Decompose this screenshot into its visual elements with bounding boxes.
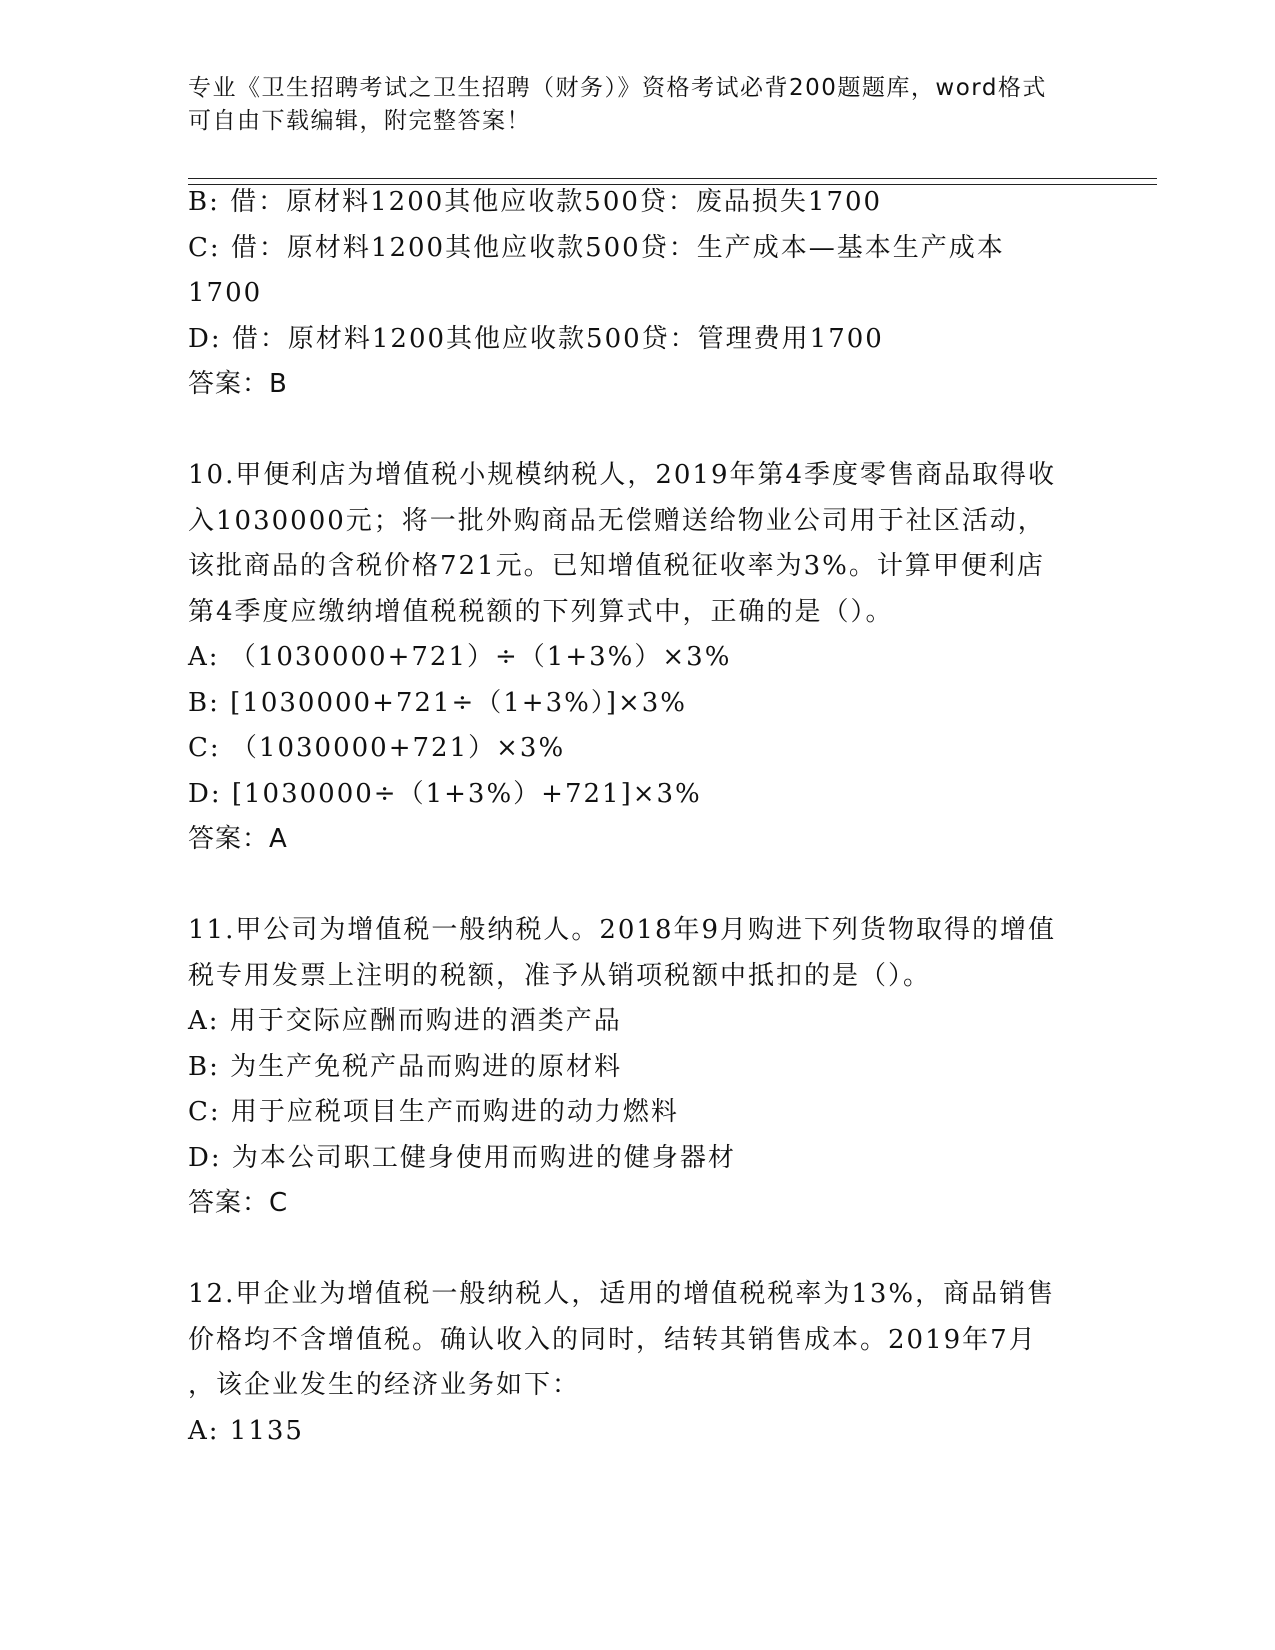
document-header	[188, 72, 1068, 138]
spacer	[188, 408, 1088, 454]
q10-option-d: D: [1030000÷（1+3%）+721]×3%	[188, 778, 702, 809]
q10-stem-line-2: 入1030000元；将一批外购商品无偿赠送给物业公司用于社区活动，	[188, 505, 1046, 536]
q10-option-b: B: [1030000+721÷（1+3%）]×3%	[188, 687, 688, 718]
question-9-tail	[188, 180, 1088, 408]
spacer	[188, 863, 1088, 909]
q9-answer: 答案：B	[188, 369, 288, 399]
spacer	[188, 1227, 1088, 1273]
question-content	[188, 180, 1088, 1454]
q9-option-c-line-1: C: 借：原材料1200其他应收款500贷：生产成本—基本生产成本	[188, 232, 1005, 263]
q9-option-d: D: 借：原材料1200其他应收款500贷：管理费用1700	[188, 323, 884, 354]
q11-stem-line-2: 税专用发票上注明的税额，准予从销项税额中抵扣的是（）。	[188, 960, 932, 991]
q11-option-a: A: 用于交际应酬而购进的酒类产品	[188, 1006, 622, 1036]
q10-stem-line-1: 10.甲便利店为增值税小规模纳税人，2019年第4季度零售商品取得收	[188, 460, 1057, 490]
q11-stem-line-1: 11.甲公司为增值税一般纳税人。2018年9月购进下列货物取得的增值	[188, 915, 1057, 945]
header-title-line-2: 可自由下载编辑，附完整答案！	[188, 108, 531, 134]
question-11	[188, 908, 1088, 1227]
q10-answer: 答案：A	[188, 824, 288, 854]
question-10	[188, 453, 1088, 863]
q11-option-d: D: 为本公司职工健身使用而购进的健身器材	[188, 1142, 736, 1173]
q10-stem-line-3: 该批商品的含税价格721元。已知增值税征收率为3%。计算甲便利店	[188, 551, 1045, 581]
header-title-line-1: 专业《卫生招聘考试之卫生招聘（财务）》资格考试必背200题题库，word格式	[188, 75, 1047, 101]
q10-stem-line-4: 第4季度应缴纳增值税税额的下列算式中，正确的是（）。	[188, 596, 894, 627]
q12-stem-line-2: 价格均不含增值税。确认收入的同时，结转其销售成本。2019年7月	[188, 1324, 1037, 1355]
q9-option-b: B: 借：原材料1200其他应收款500贷：废品损失1700	[188, 187, 883, 217]
q12-stem-line-1: 12.甲企业为增值税一般纳税人，适用的增值税税率为13%，商品销售	[188, 1279, 1056, 1309]
question-12	[188, 1272, 1088, 1454]
q9-option-c-line-2: 1700	[188, 278, 263, 308]
q11-answer: 答案：C	[188, 1188, 289, 1218]
q10-option-c: C: （1030000+721）×3%	[188, 733, 566, 763]
q10-option-a: A: （1030000+721）÷（1+3%）×3%	[188, 642, 732, 672]
q11-option-c: C: 用于应税项目生产而购进的动力燃料	[188, 1097, 679, 1127]
q12-option-a: A: 1135	[188, 1415, 304, 1446]
q12-stem-line-3: ，该企业发生的经济业务如下：	[188, 1370, 581, 1400]
q11-option-b: B: 为生产免税产品而购进的原材料	[188, 1051, 623, 1082]
